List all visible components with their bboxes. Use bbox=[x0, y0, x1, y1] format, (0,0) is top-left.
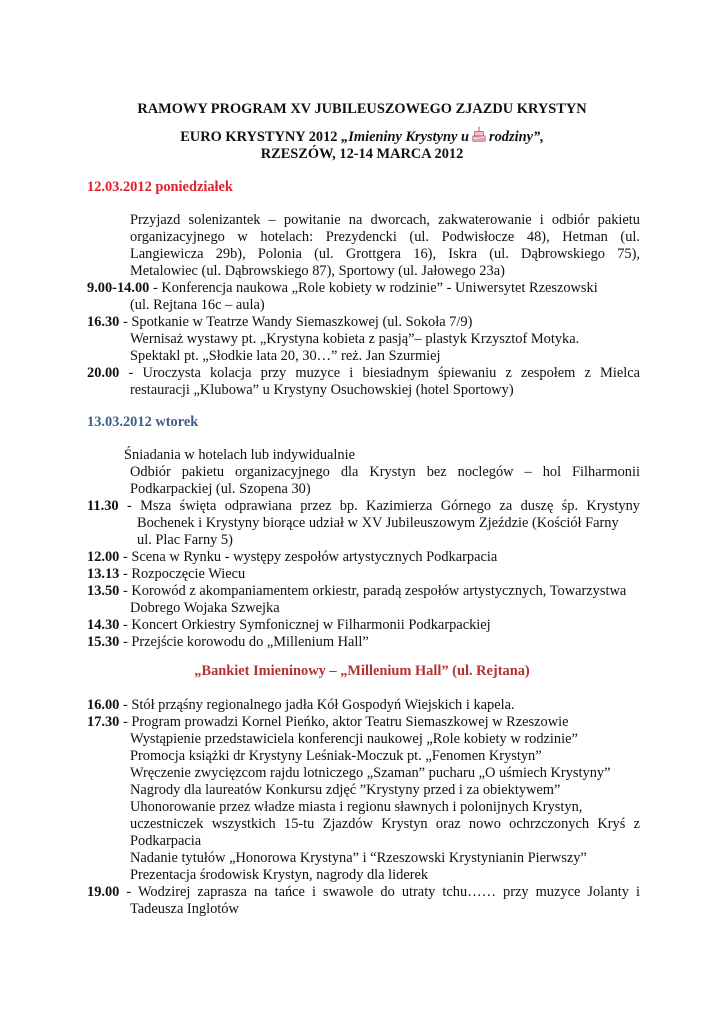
day2-pickup-line1: Odbiór pakietu organizacyjnego dla Krystyn bez noclegów – hol Filharmonii bbox=[130, 464, 640, 480]
banquet-item-honours-line3: Podkarpacia bbox=[130, 833, 202, 849]
day2-parade-line2: Dobrego Wojaka Szwejka bbox=[130, 600, 280, 616]
day1-event-dinner: 20.00 - Uroczysta kolacja przy muzyce i biesiadnym śpiewaniu z zespołem z Mielca bbox=[87, 365, 640, 381]
banquet-item-rally-prize: Wręczenie zwycięzcom rajdu lotniczego „Szaman” pucharu „O uśmiech Krystyny” bbox=[130, 765, 611, 781]
day2-event-concert: 14.30 - Koncert Orkiestry Symfonicznej w Filharmonii Podkarpackiej bbox=[87, 617, 491, 633]
banquet-event-table: 16.00 - Stół prząśny regionalnego jadła Kół Gospodyń Wiejskich i kapela. bbox=[87, 697, 515, 713]
day1-heading: 12.03.2012 poniedziałek bbox=[87, 179, 233, 195]
day1-spectacle: Spektakl pt. „Słodkie lata 20, 30…” reż. Jan Szurmiej bbox=[130, 348, 441, 364]
day2-breakfast: Śniadania w hotelach lub indywidualnie bbox=[124, 447, 355, 463]
day2-pickup-line2: Podkarpackiej (ul. Szopena 30) bbox=[130, 481, 311, 497]
event-subtitle: EURO KRYSTYNY 2012 „Imieniny Krystyny u rodziny”, bbox=[0, 126, 724, 146]
day1-conference-location: (ul. Rejtana 16c – aula) bbox=[130, 297, 265, 313]
day1-event-conference: 9.00-14.00 - Konferencja naukowa „Role kobiety w rodzinie” - Uniwersytet Rzeszowski bbox=[87, 280, 598, 296]
day2-mass-line2: Bochenek i Krystyny biorące udział w XV Jubileuszowym Zjeździe (Kościół Farny bbox=[137, 515, 619, 531]
banquet-event-program: 17.30 - Program prowadzi Kornel Pieńko, aktor Teatru Siemaszkowej w Rzeszowie bbox=[87, 714, 569, 730]
banquet-event-dance: 19.00 - Wodzirej zaprasza na tańce i swawole do utraty tchu…… przy muzyce Jolanty i bbox=[87, 884, 640, 900]
place-and-dates: RZESZÓW, 12-14 MARCA 2012 bbox=[260, 146, 464, 162]
day1-exhibition: Wernisaż wystawy pt. „Krystyna kobieta z pasją”– plastyk Krzysztof Motyka. bbox=[130, 331, 580, 347]
day2-event-stage: 12.00 - Scena w Rynku - występy zespołów artystycznych Podkarpacia bbox=[87, 549, 498, 565]
banquet-item-honours-line1: Uhonorowanie przez władze miasta i regionu sławnych i polonijnych Krystyn, bbox=[130, 799, 583, 815]
banquet-heading: „Bankiet Imieninowy – „Millenium Hall” (ul. Rejtana) bbox=[194, 663, 530, 679]
banquet-item-titles: Nadanie tytułów „Honorowa Krystyna” i “Rzeszowski Krystynianin Pierwszy” bbox=[130, 850, 587, 866]
day2-event-rally: 13.13 - Rozpoczęcie Wiecu bbox=[87, 566, 246, 582]
day1-dinner-location: restauracji „Klubowa” u Krystyny Osuchowskiej (hotel Sportowy) bbox=[130, 382, 514, 398]
banquet-item-photo-contest: Nagrody dla laureatów Konkursu zdjęć ”Krystyny przed i za obiektywem” bbox=[130, 782, 561, 798]
banquet-item-book: Promocja książki dr Krystyny Leśniak-Moczuk pt. „Fenomen Krystyn” bbox=[130, 748, 542, 764]
day2-event-procession: 15.30 - Przejście korowodu do „Millenium Hall” bbox=[87, 634, 369, 650]
banquet-item-honours-line2: uczestniczek wszystkich 15-tu Zjazdów Krystyn oraz nowo ochrzczonych Kryś z bbox=[130, 816, 640, 832]
day2-event-parade: 13.50 - Korowód z akompaniamentem orkiestr, paradą zespołów artystycznych, Towarzystwa bbox=[87, 583, 627, 599]
day1-event-theatre: 16.30 - Spotkanie w Teatrze Wandy Siemaszkowej (ul. Sokoła 7/9) bbox=[87, 314, 473, 330]
day1-arrival-line2: organizacyjnego w hotelach: Prezydencki (ul. Podwisłocze 48), Hetman (ul. bbox=[130, 229, 640, 245]
banquet-item-presentation: Prezentacja środowisk Krystyn, nagrody dla liderek bbox=[130, 867, 429, 883]
banquet-item-speech: Wystąpienie przedstawiciela konferencji naukowej „Role kobiety w rodzinie” bbox=[130, 731, 578, 747]
day2-heading: 13.03.2012 wtorek bbox=[87, 414, 199, 430]
birthday-cake-icon bbox=[470, 126, 488, 144]
day2-mass-line3: ul. Plac Farny 5) bbox=[137, 532, 233, 548]
day1-arrival-line3: Langiewicza 29b), Polonia (ul. Grottgera 16), Iskra (ul. Dąbrowskiego 75), bbox=[130, 246, 640, 262]
banquet-dance-line2: Tadeusza Inglotów bbox=[130, 901, 239, 917]
program-title: RAMOWY PROGRAM XV JUBILEUSZOWEGO ZJAZDU KRYSTYN bbox=[137, 101, 587, 117]
day2-event-mass: 11.30 - Msza święta odprawiana przez bp. Kazimierza Górnego za duszę śp. Krystyny bbox=[87, 498, 640, 514]
day1-arrival-line1: Przyjazd solenizantek – powitanie na dworcach, zakwaterowanie i odbiór pakietu bbox=[130, 212, 640, 228]
day1-arrival-line4: Metalowiec (ul. Dąbrowskiego 87), Sportowy (ul. Jałowego 23a) bbox=[130, 263, 505, 279]
